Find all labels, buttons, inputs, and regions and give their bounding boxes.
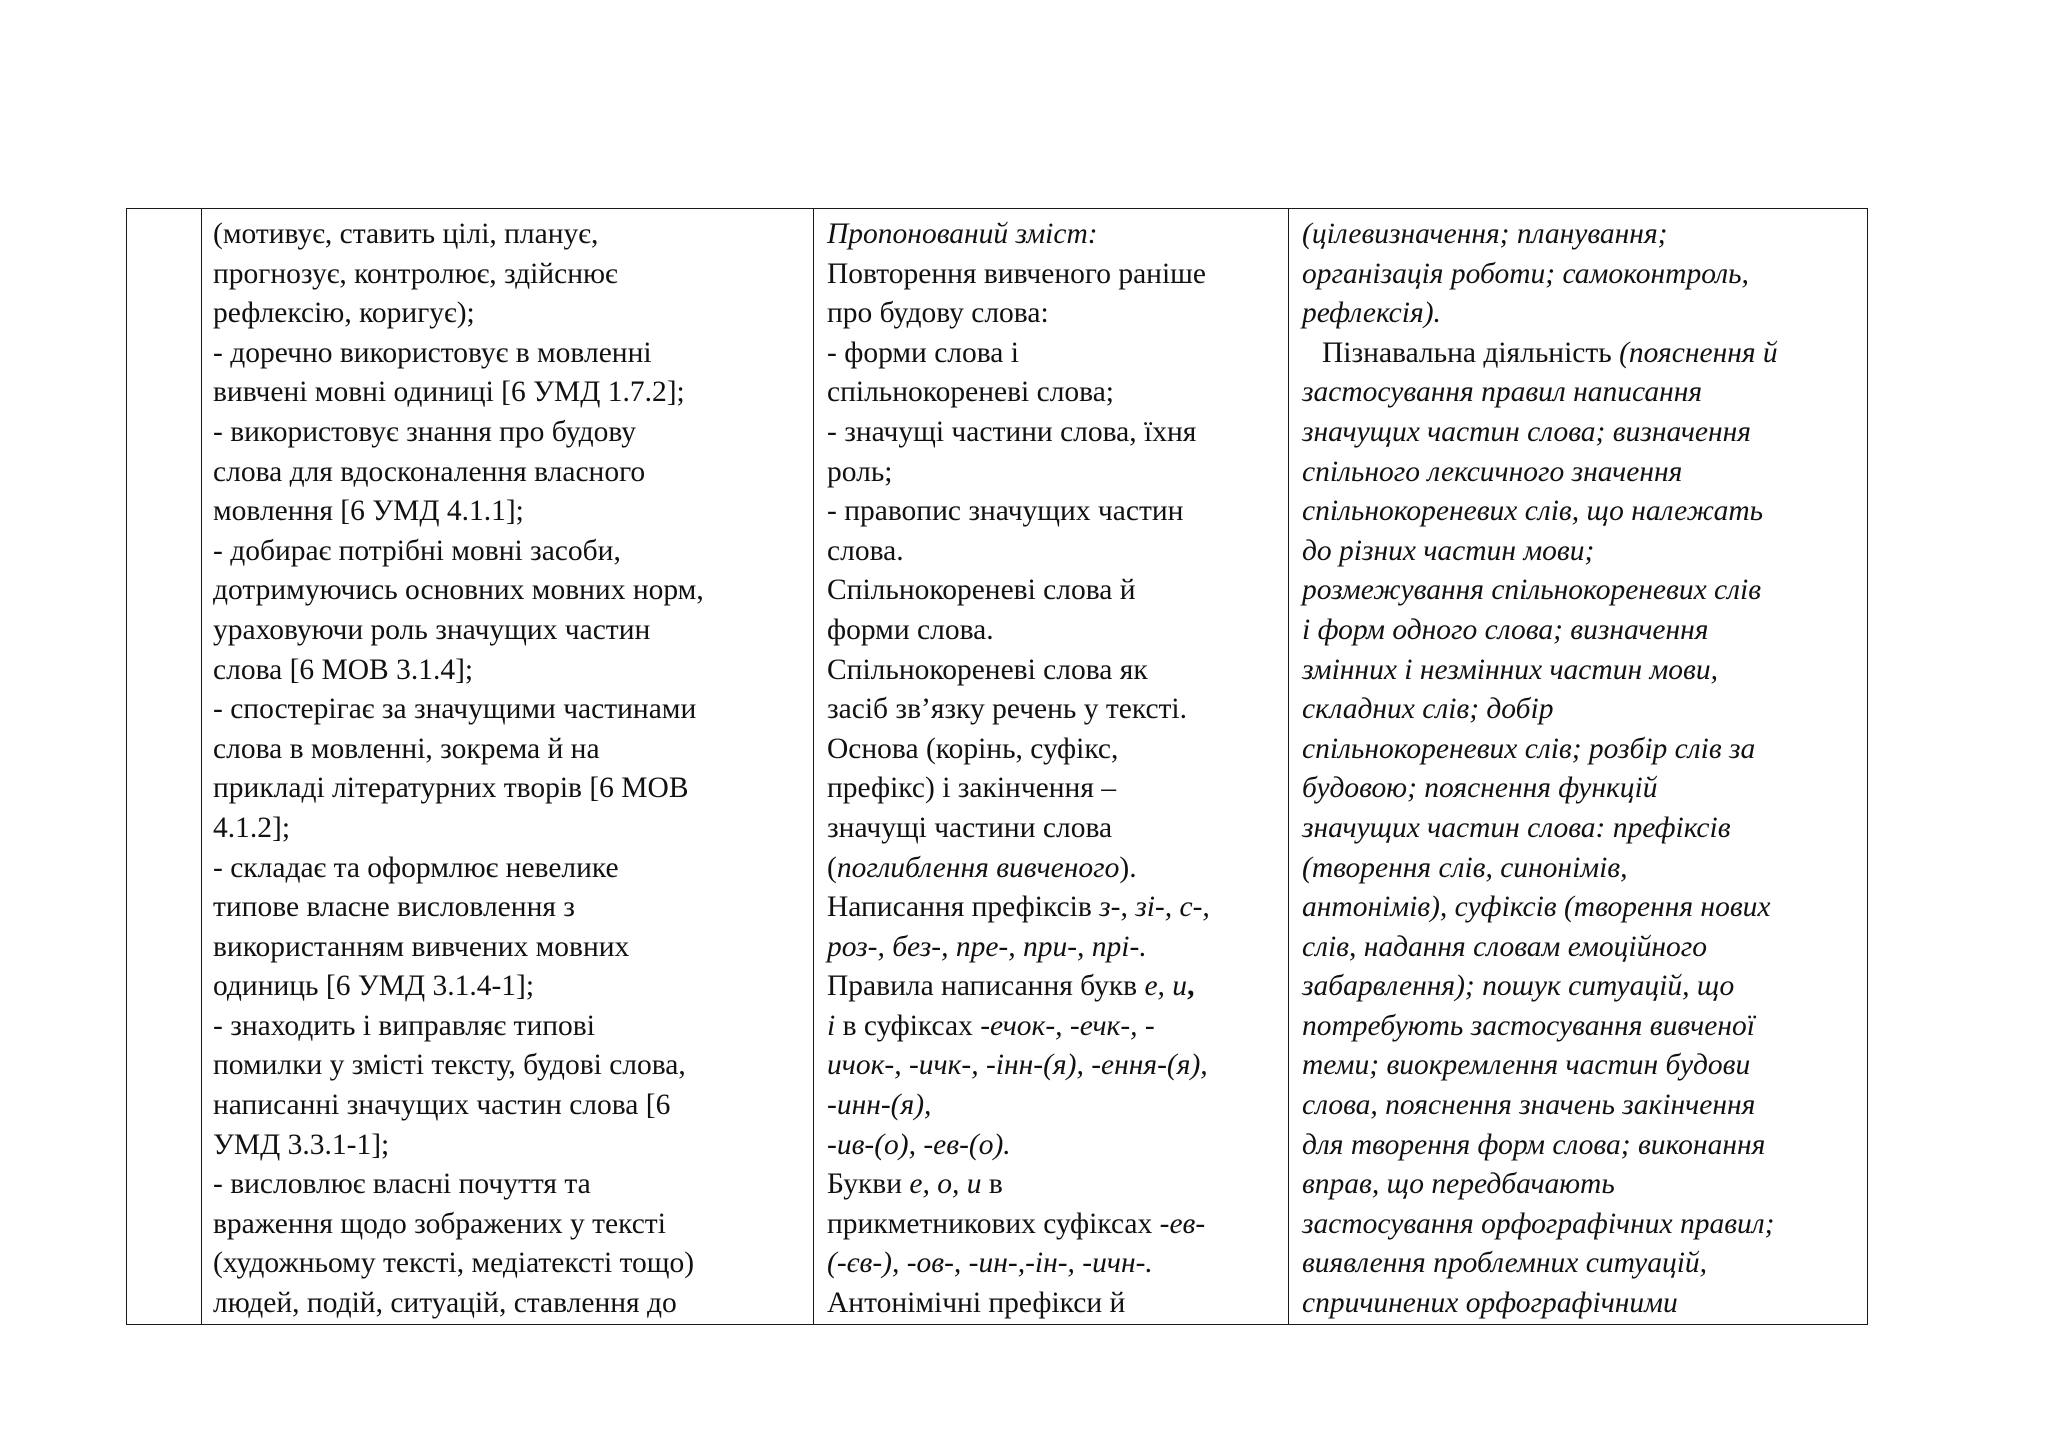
activities-text (1289, 209, 1867, 1324)
content-line: форми слова. (827, 613, 994, 646)
content-heading: Пропонований зміст: (827, 218, 1098, 250)
outcome-line: прогнозує, контролює, здійснює (213, 257, 618, 290)
activities-line: розмежування спільнокореневих слів (1302, 574, 1762, 607)
activities-line: слова, пояснення значень закінчення (1302, 1089, 1756, 1122)
outcome-line: УМД 3.3.1-1]; (213, 1128, 390, 1161)
learning-outcomes-text (202, 209, 813, 1324)
activities-line: спричинених орфографічними (1302, 1287, 1678, 1320)
activities-line: спільнокореневих слів, що належать (1302, 495, 1764, 528)
content-line: про будову слова: (827, 297, 1049, 330)
activities-line: забарвлення); пошук ситуацій, що (1302, 970, 1735, 1003)
text-run-italic: (пояснення й (1619, 336, 1778, 369)
curriculum-table (126, 208, 1868, 1325)
outcome-line: рефлексію, коригує); (213, 297, 475, 330)
outcome-line: - добирає потрібні мовні засоби, (213, 534, 621, 567)
activities-cell (1289, 209, 1868, 1325)
outcome-line: - висловлює власні почуття та (213, 1168, 591, 1201)
outcome-line: слова в мовленні, зокрема й на (213, 732, 600, 765)
content-line: префікс) і закінчення – (827, 772, 1117, 805)
content-line (827, 849, 1288, 889)
text-run-italic: е, о, и (909, 1168, 982, 1201)
activities-line: антонімів), суфіксів (творення нових (1302, 891, 1771, 924)
activities-line: будовою; пояснення функцій (1302, 772, 1658, 805)
content-line: Основа (корінь, суфікс, (827, 732, 1119, 765)
content-line: роз-, без-, пре-, при-, прі-. (827, 930, 1147, 963)
text-run: в суфіксах (835, 1009, 981, 1042)
outcome-line: прикладі літературних творів [6 МОВ (213, 772, 689, 805)
outcome-line: - спостерігає за значущими частинами (213, 693, 697, 726)
content-line: ичок-, -ичк-, -інн-(я), -ення-(я), (827, 1049, 1208, 1082)
text-run-italic: е, и (1144, 970, 1188, 1003)
content-line: слова. (827, 534, 904, 567)
text-run-italic: поглиблення вивченого (836, 851, 1120, 884)
outcome-line: - складає та оформлює невелике (213, 851, 619, 884)
content-line: - правопис значущих частин (827, 495, 1184, 528)
activities-line: змінних і незмінних частин мови, (1302, 653, 1718, 686)
text-run: Написання префіксів (827, 891, 1100, 924)
content-line (827, 967, 1288, 1007)
activities-line: значущих частин слова: префіксів (1302, 811, 1731, 844)
outcome-line: слова [6 МОВ 3.1.4]; (213, 653, 474, 686)
text-run: Правила написання букв (827, 970, 1145, 1003)
text-run-bold: , (1187, 970, 1195, 1003)
activities-line: виявлення проблемних ситуацій, (1302, 1247, 1708, 1280)
outcome-line: помилки у змісті тексту, будові слова, (213, 1049, 686, 1082)
content-line: - значущі частини слова, їхня (827, 415, 1197, 448)
activities-line: до різних частин мови; (1302, 534, 1595, 567)
content-line: (-єв-), -ов-, -ин-,-ін-, -ичн-. (827, 1247, 1153, 1280)
learning-outcomes-cell (202, 209, 814, 1325)
content-line: значущі частини слова (827, 811, 1113, 844)
text-run: прикметникових суфіксах (827, 1207, 1160, 1240)
outcome-line: мовлення [6 УМД 4.1.1]; (213, 495, 524, 528)
content-line: Спільнокореневі слова як (827, 653, 1148, 686)
outcome-line: використанням вивчених мовних (213, 930, 630, 963)
text-run: Букви (827, 1168, 910, 1201)
outcome-line: людей, подій, ситуацій, ставлення до (213, 1287, 677, 1320)
outcome-line: типове власне висловлення з (213, 891, 575, 924)
activities-line: (цілевизначення; планування; (1302, 218, 1668, 250)
outcome-line: слова для вдосконалення власного (213, 455, 646, 488)
text-run-italic: і (827, 1009, 836, 1042)
content-line: роль; (827, 455, 893, 488)
text-run: Пізнавальна діяльність (1322, 336, 1620, 369)
text-run: ). (1119, 851, 1137, 884)
content-line: - форми слова і (827, 336, 1019, 369)
outcome-line: враження щодо зображених у тексті (213, 1207, 666, 1240)
content-text (814, 209, 1288, 1324)
outcome-line: одиниць [6 УМД 3.1.4-1]; (213, 970, 535, 1003)
activities-line: застосування правил написання (1302, 376, 1703, 409)
outcome-line: - доречно використовує в мовленні (213, 336, 652, 369)
content-line (827, 1007, 1288, 1047)
outcome-line: 4.1.2]; (213, 811, 291, 844)
activities-line: потребують застосування вивченої (1302, 1009, 1755, 1042)
outcome-line: ураховуючи роль значущих частин (213, 613, 651, 646)
activities-line: спільнокореневих слів; розбір слів за (1302, 732, 1756, 765)
activities-line: і форм одного слова; визначення (1302, 613, 1709, 646)
text-run-italic: з-, зі-, с-, (1099, 891, 1210, 924)
content-cell (814, 209, 1289, 1325)
outcome-line: дотримуючись основних мовних норм, (213, 574, 704, 607)
activities-line: для творення форм слова; виконання (1302, 1128, 1766, 1161)
activities-line: спільного лексичного значення (1302, 455, 1683, 488)
outcome-line: - використовує знання про будову (213, 415, 637, 448)
content-line: -инн-(я), (827, 1089, 932, 1122)
content-line: Спільнокореневі слова й (827, 574, 1136, 607)
activities-line: теми; виокремлення частин будови (1302, 1049, 1751, 1082)
activities-line: рефлексія). (1302, 297, 1441, 330)
activities-line: складних слів; добір (1302, 693, 1554, 726)
outcome-line: (художньому тексті, медіатексті тощо) (213, 1247, 695, 1280)
activities-line (1302, 334, 1867, 374)
table-row (127, 209, 1868, 1325)
activities-line: організація роботи; самоконтроль, (1302, 257, 1749, 290)
text-run: ( (827, 851, 837, 884)
content-line (827, 1165, 1288, 1205)
content-line: Антонімічні префікси й (827, 1287, 1126, 1320)
activities-line: вправ, що передбачають (1302, 1168, 1615, 1201)
content-line: спільнокореневі слова; (827, 376, 1114, 409)
outcome-line: вивчені мовні одиниці [6 УМД 1.7.2]; (213, 376, 685, 409)
content-line (827, 1205, 1288, 1245)
content-line: -ив-(о), -ев-(о). (827, 1128, 1011, 1161)
text-run-italic: -ечок-, -ечк-, - (980, 1009, 1155, 1042)
content-line: засіб зв’язку речень у тексті. (827, 693, 1188, 726)
content-line: Повторення вивченого раніше (827, 257, 1206, 290)
empty-number-cell (127, 209, 202, 1325)
content-line (827, 888, 1288, 928)
text-run: в (981, 1168, 1003, 1201)
outcome-line: написанні значущих частин слова [6 (213, 1089, 671, 1122)
activities-line: застосування орфографічних правил; (1302, 1207, 1775, 1240)
activities-line: слів, надання словам емоційного (1302, 930, 1708, 963)
outcome-line: - знаходить і виправляє типові (213, 1009, 595, 1042)
activities-line: (творення слів, синонімів, (1302, 851, 1628, 884)
outcome-line: (мотивує, ставить цілі, планує, (213, 218, 599, 250)
activities-line: значущих частин слова; визначення (1302, 415, 1751, 448)
text-run-italic: -ев- (1159, 1207, 1206, 1240)
